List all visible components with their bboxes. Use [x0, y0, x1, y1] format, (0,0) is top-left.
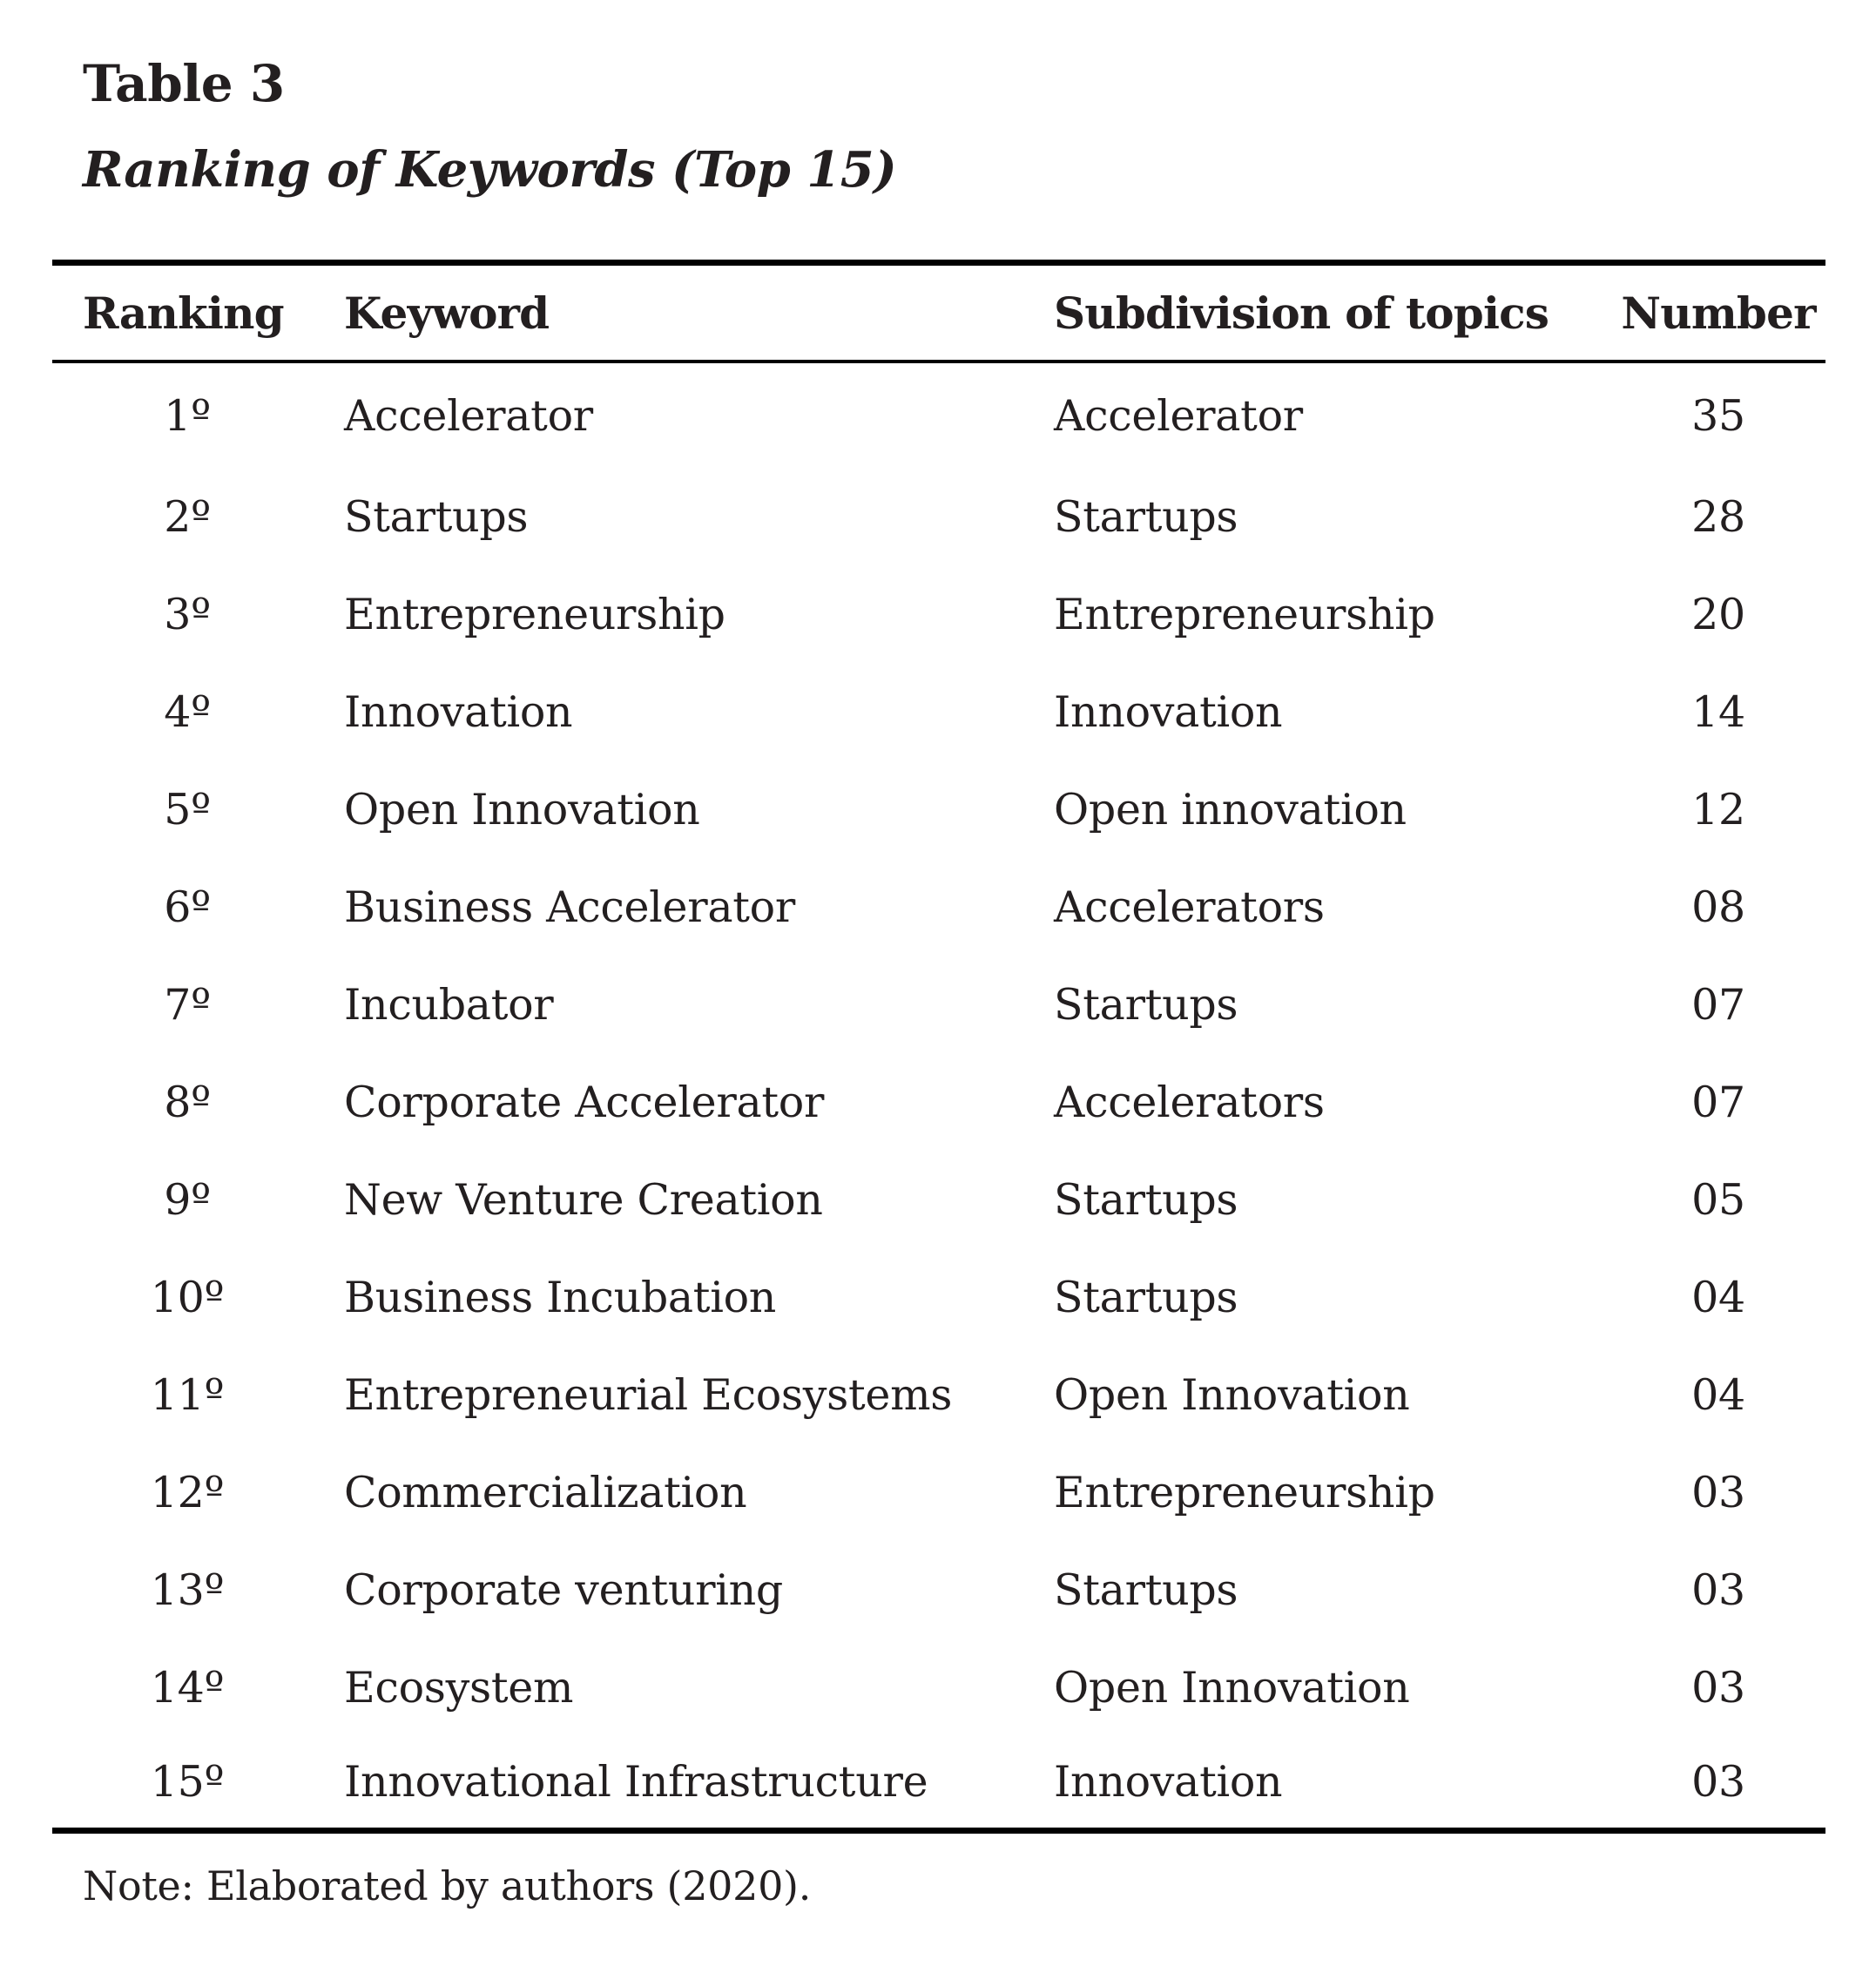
- cell-number: 03: [1691, 1662, 1745, 1713]
- table-row: [52, 1443, 1825, 1541]
- cell-keyword: Entrepreneurial Ecosystems: [344, 1369, 953, 1420]
- cell-number: 07: [1691, 979, 1745, 1030]
- cell-keyword: Ecosystem: [344, 1662, 574, 1713]
- table-row: [52, 1248, 1825, 1346]
- cell-number: 12: [1691, 784, 1745, 835]
- cell-subdivision: Entrepreneurship: [1054, 1467, 1435, 1517]
- cell-ranking: 8º: [164, 1077, 211, 1127]
- cell-ranking: 4º: [164, 686, 211, 737]
- cell-subdivision: Accelerator: [1054, 390, 1303, 441]
- cell-subdivision: Entrepreneurship: [1054, 589, 1435, 639]
- cell-ranking: 6º: [164, 882, 211, 932]
- header-subdivision: Subdivision of topics: [1054, 287, 1549, 339]
- cell-subdivision: Innovation: [1054, 686, 1283, 737]
- cell-ranking: 3º: [164, 589, 211, 639]
- cell-number: 05: [1691, 1174, 1745, 1225]
- cell-number: 03: [1691, 1564, 1745, 1615]
- cell-ranking: 1º: [164, 390, 211, 441]
- cell-ranking: 15º: [150, 1756, 225, 1807]
- header-row: [52, 263, 1825, 362]
- cell-keyword: Innovational Infrastructure: [344, 1756, 928, 1807]
- table-row: [52, 565, 1825, 663]
- cell-keyword: New Venture Creation: [344, 1174, 823, 1225]
- cell-keyword: Open Innovation: [344, 784, 700, 835]
- cell-number: 03: [1691, 1467, 1745, 1517]
- cell-number: 20: [1691, 589, 1745, 639]
- cell-ranking: 2º: [164, 491, 211, 542]
- cell-number: 04: [1691, 1272, 1745, 1322]
- cell-subdivision: Accelerators: [1054, 882, 1325, 932]
- keyword-ranking-table: [52, 260, 1825, 1834]
- cell-ranking: 10º: [150, 1272, 225, 1322]
- table-row: [52, 1346, 1825, 1443]
- cell-subdivision: Startups: [1054, 1272, 1238, 1322]
- keyword-ranking-table-container: [52, 260, 1825, 1834]
- cell-ranking: 11º: [150, 1369, 225, 1420]
- table-row: [52, 956, 1825, 1053]
- cell-number: 03: [1691, 1756, 1745, 1807]
- cell-keyword: Commercialization: [344, 1467, 747, 1517]
- cell-subdivision: Accelerators: [1054, 1077, 1325, 1127]
- table-row: [52, 362, 1825, 468]
- table-row: [52, 1639, 1825, 1736]
- table-row: [52, 1541, 1825, 1639]
- cell-keyword: Incubator: [344, 979, 554, 1030]
- cell-subdivision: Startups: [1054, 1174, 1238, 1225]
- cell-number: 08: [1691, 882, 1745, 932]
- table-row: [52, 663, 1825, 760]
- cell-keyword: Corporate venturing: [344, 1564, 783, 1615]
- cell-keyword: Innovation: [344, 686, 573, 737]
- table-row: [52, 760, 1825, 858]
- cell-ranking: 7º: [164, 979, 211, 1030]
- cell-keyword: Business Incubation: [344, 1272, 777, 1322]
- table-row: [52, 858, 1825, 956]
- table-row: [52, 1736, 1825, 1830]
- cell-subdivision: Open Innovation: [1054, 1662, 1410, 1713]
- cell-keyword: Accelerator: [344, 390, 593, 441]
- cell-keyword: Entrepreneurship: [344, 589, 725, 639]
- cell-subdivision: Open Innovation: [1054, 1369, 1410, 1420]
- table-body: [52, 362, 1825, 1830]
- cell-keyword: Startups: [344, 491, 529, 542]
- cell-subdivision: Startups: [1054, 491, 1238, 542]
- cell-keyword: Corporate Accelerator: [344, 1077, 825, 1127]
- table-row: [52, 1053, 1825, 1151]
- cell-number: 28: [1691, 491, 1745, 542]
- cell-ranking: 14º: [150, 1662, 225, 1713]
- header-ranking: Ranking: [83, 287, 284, 339]
- table-subtitle: Ranking of Keywords (Top 15): [83, 141, 897, 199]
- table-row: [52, 1151, 1825, 1248]
- cell-ranking: 12º: [150, 1467, 225, 1517]
- cell-ranking: 13º: [150, 1564, 225, 1615]
- header-keyword: Keyword: [344, 287, 550, 339]
- cell-subdivision: Startups: [1054, 979, 1238, 1030]
- cell-number: 14: [1691, 686, 1745, 737]
- table-header: [52, 263, 1825, 362]
- cell-number: 35: [1691, 390, 1745, 441]
- cell-keyword: Business Accelerator: [344, 882, 795, 932]
- header-number: Number: [1621, 287, 1816, 339]
- table-row: [52, 468, 1825, 565]
- cell-subdivision: Open innovation: [1054, 784, 1407, 835]
- cell-ranking: 5º: [164, 784, 211, 835]
- table-title: Table 3: [83, 54, 285, 113]
- cell-subdivision: Startups: [1054, 1564, 1238, 1615]
- cell-number: 04: [1691, 1369, 1745, 1420]
- table-note: Note: Elaborated by authors (2020).: [83, 1862, 812, 1909]
- cell-number: 07: [1691, 1077, 1745, 1127]
- cell-subdivision: Innovation: [1054, 1756, 1283, 1807]
- cell-ranking: 9º: [164, 1174, 211, 1225]
